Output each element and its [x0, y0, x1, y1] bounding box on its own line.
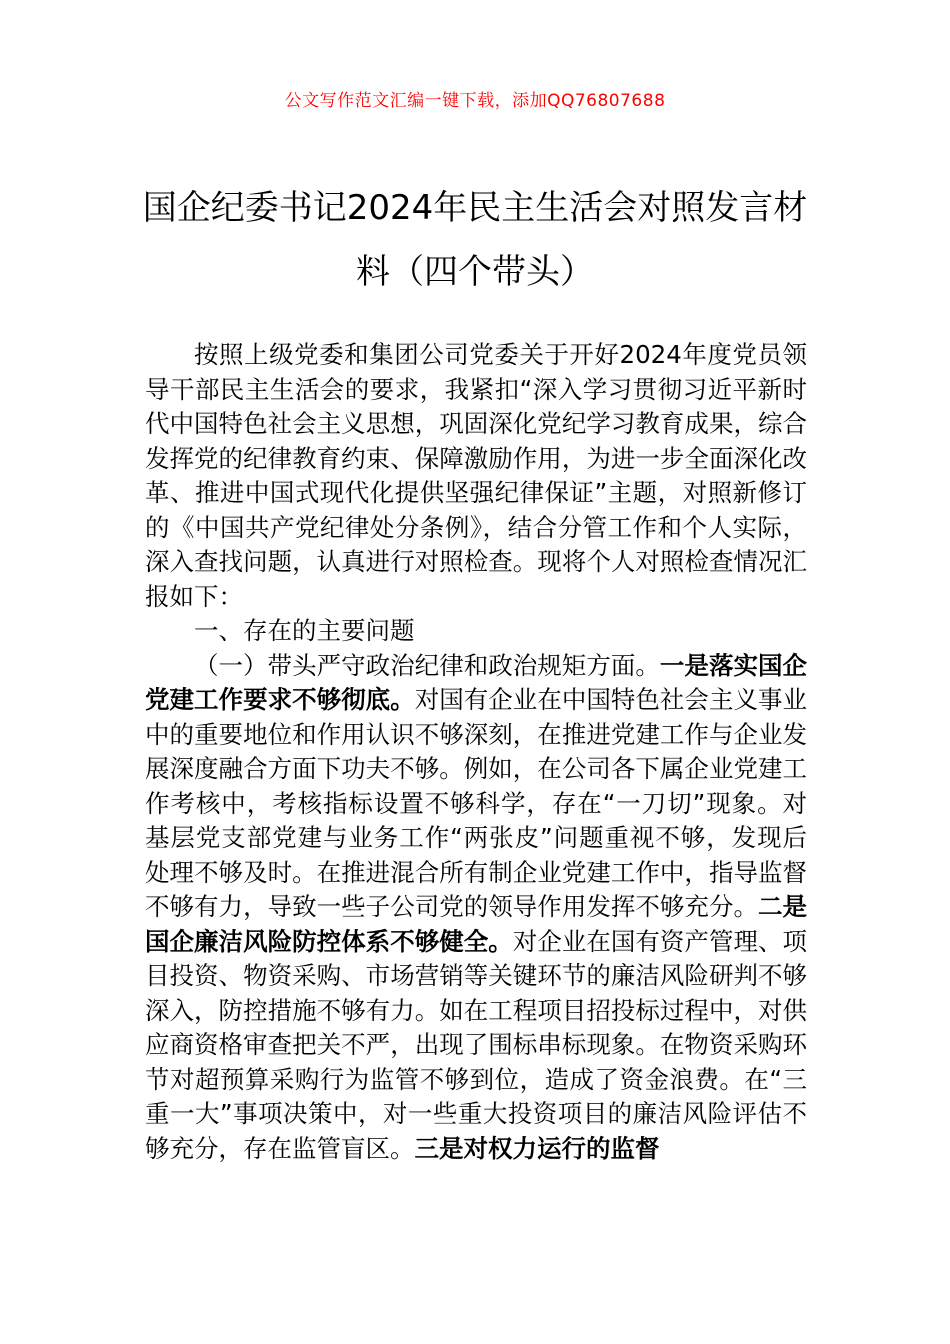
point3-title: 三是对权力运行的监督	[414, 1133, 660, 1163]
subsection-lead: （一）带头严守政治纪律和政治规矩方面。	[194, 650, 660, 680]
promo-header: 公文写作范文汇编一键下载，添加QQ76807688	[284, 91, 666, 111]
point2-title: 二是国企廉洁风险防控体系不够健全。	[145, 892, 808, 956]
document-title: 国企纪委书记2024年民主生活会对照发言材料（四个带头）	[142, 188, 808, 292]
point1-text: 对国有企业在中国特色社会主义事业中的重要地位和作用认识不够深刻，在推进党建工作与企业发展深度融合方面下功夫不够。例如，在公司各下属企业党建工作考核中，考核指标设置不够科学，存在“一刀切”现象。对基层党支部党建与业务工作“两张皮”问题重视不够，发现后处理不够及时。在推进混合所有制企业党建工作中，指导监督不够有力，导致一些子公司党的领导作用发挥不够充分。	[145, 685, 808, 921]
section-heading: 一、存在的主要问题	[194, 616, 415, 645]
document-body	[145, 338, 807, 1166]
point2-text: 对企业在国有资产管理、项目投资、物资采购、市场营销等关键环节的廉洁风险研判不够深入，防控措施不够有力。如在工程项目招投标过程中，对供应商资格审查把关不严，出现了围标串标现象。在物资采购环节对超预算采购行为监管不够到位，造成了资金浪费。在“三重一大”事项决策中，对一些重大投资项目的廉洁风险评估不够充分，存在监管盲区。	[145, 926, 808, 1163]
intro-paragraph: 按照上级党委和集团公司党委关于开好2024年度党员领导干部民主生活会的要求，我紧扣“深入学习贯彻习近平新时代中国特色社会主义思想，巩固深化党纪学习教育成果，综合发挥党的纪律教育约束、保障激励作用，为进一步全面深化改革、推进中国式现代化提供坚强纪律保证”主题，对照新修订的《中国共产党纪律处分条例》，结合分管工作和个人实际，深入查找问题，认真进行对照检查。现将个人对照检查情况汇报如下：	[145, 340, 807, 611]
subsection-paragraph	[145, 649, 807, 1167]
point1-title: 一是落实国企党建工作要求不够彻底。	[145, 650, 808, 714]
